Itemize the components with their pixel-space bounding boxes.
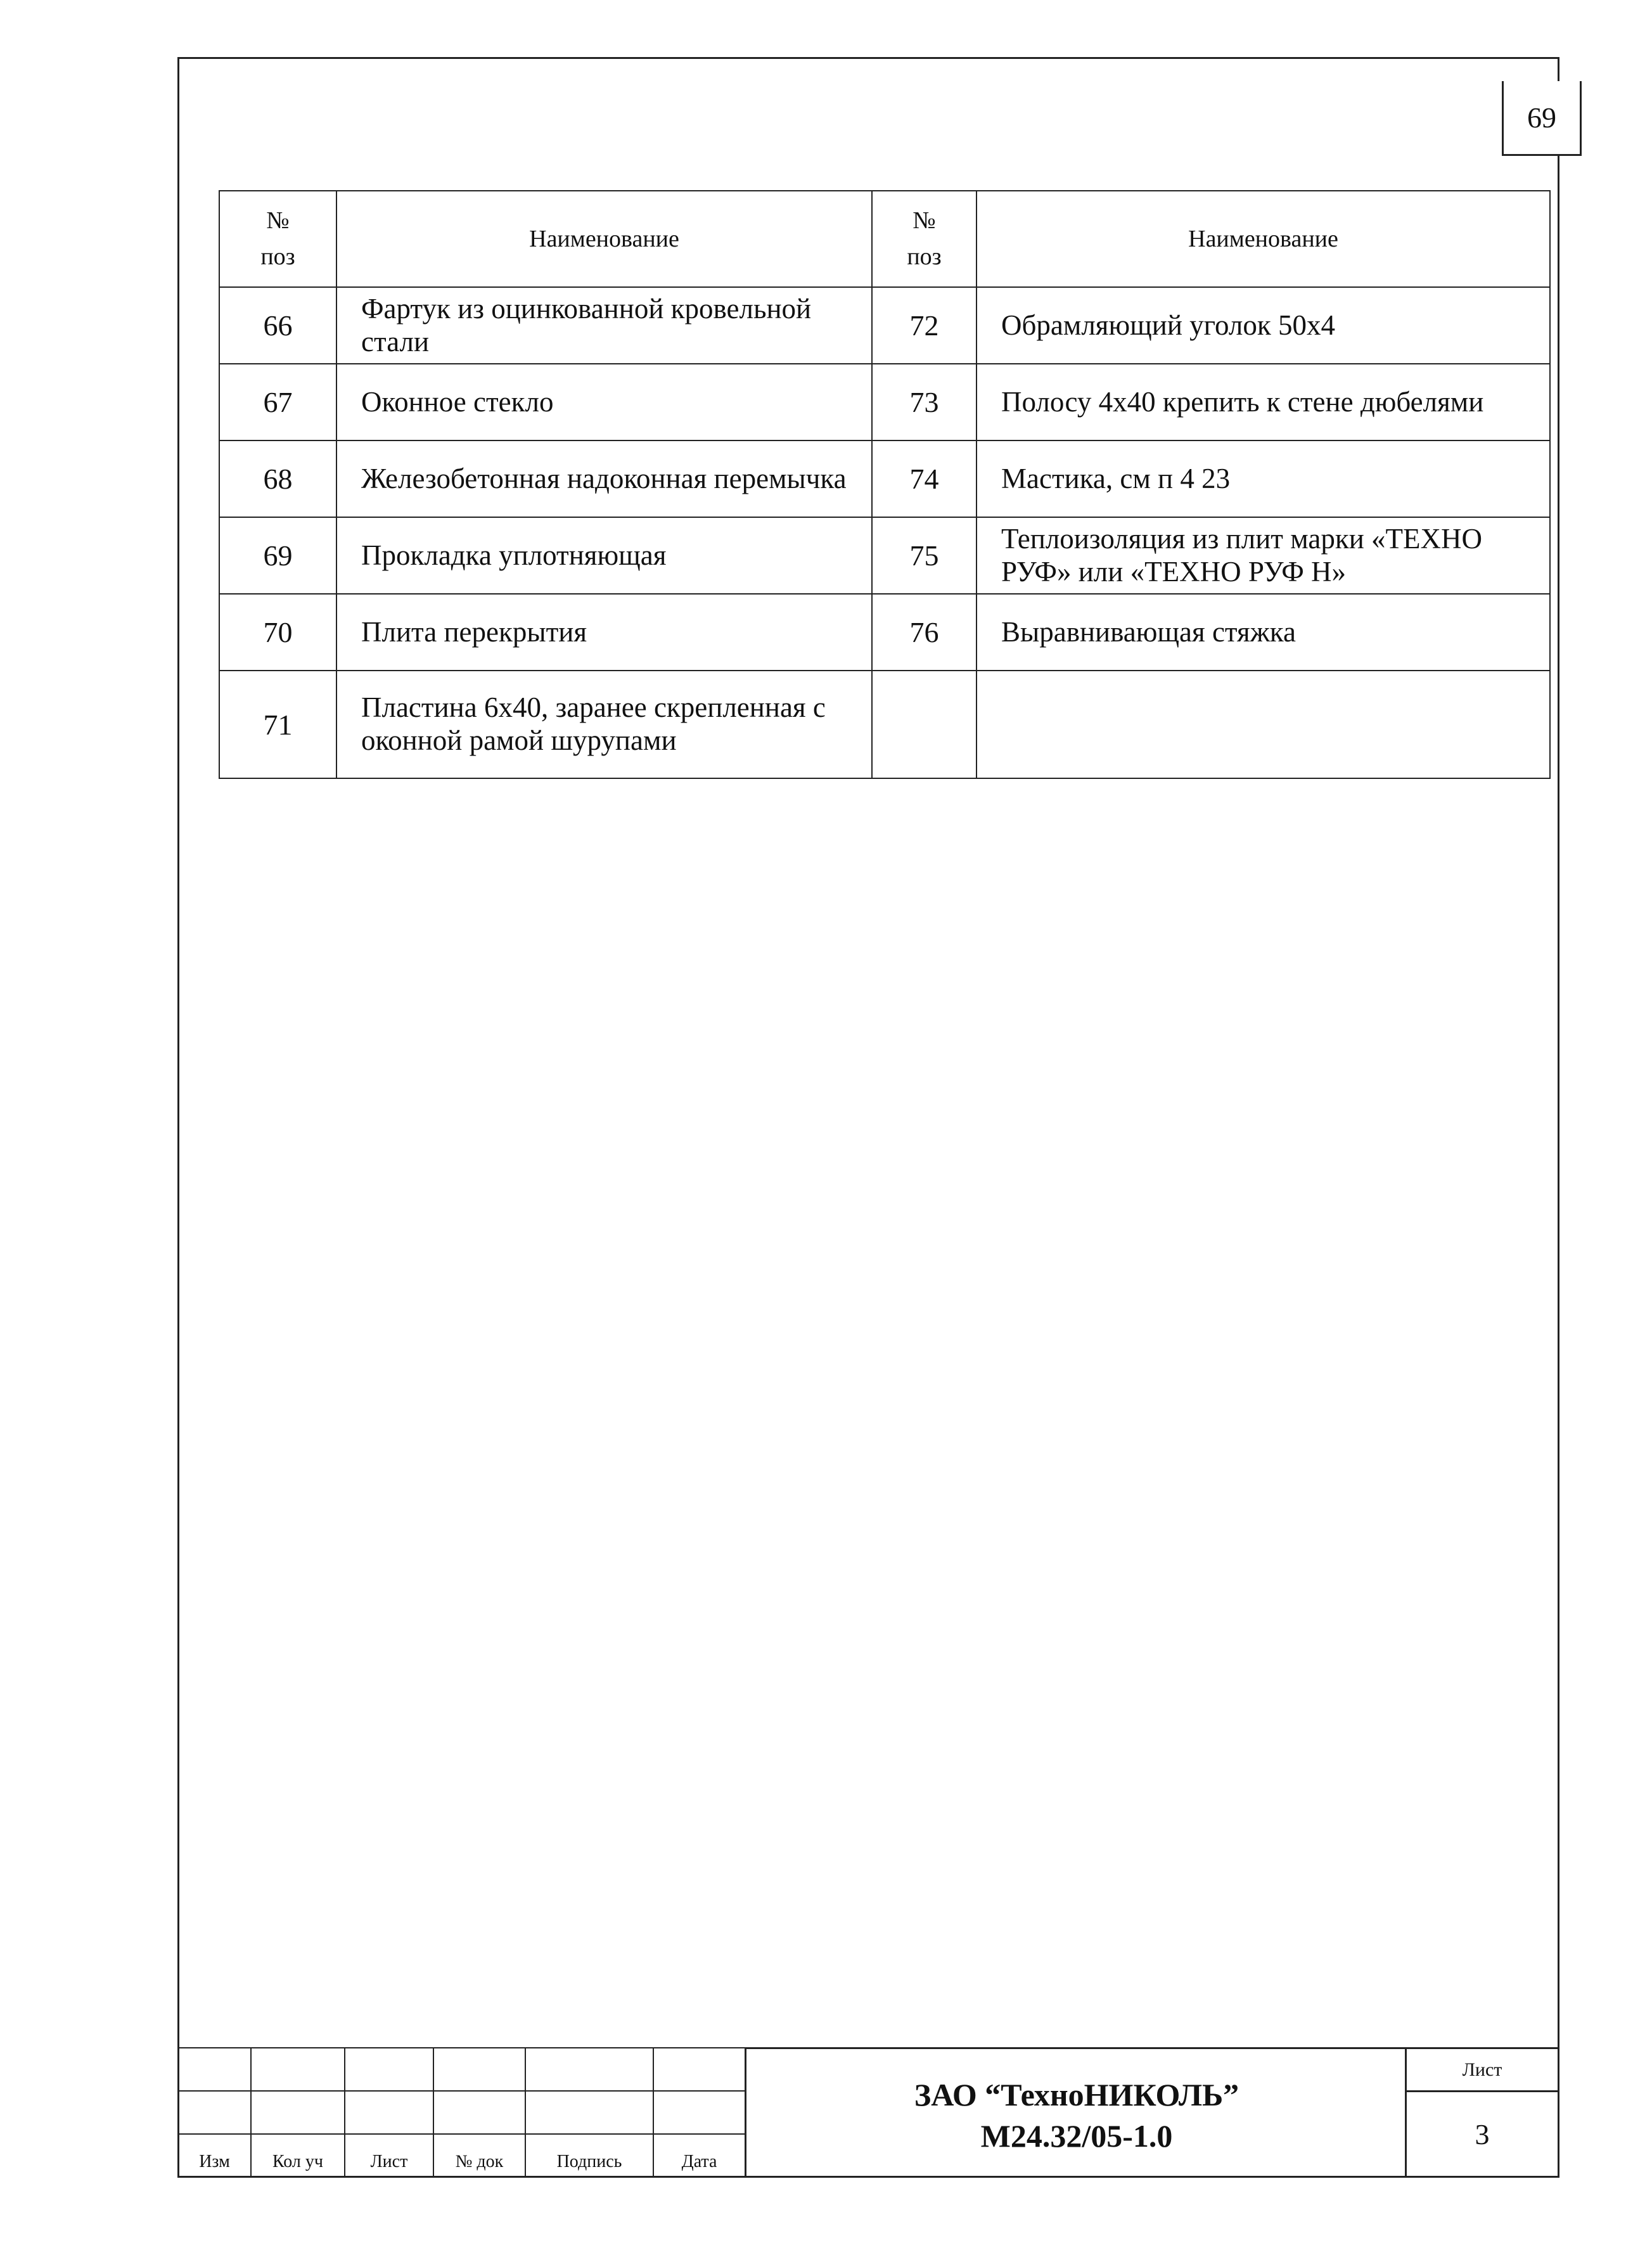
col-label-signature: Подпись [525, 2134, 653, 2176]
table-row [219, 671, 1550, 778]
position-number: 71 [219, 671, 336, 778]
sheet-number: 3 [1475, 2118, 1490, 2150]
header-name-left: Наименование [336, 191, 872, 287]
position-number: 72 [872, 287, 976, 364]
position-number: 69 [219, 517, 336, 594]
revision-header-row [178, 2134, 745, 2176]
col-label-doc-number: № док [433, 2134, 525, 2176]
position-number: 74 [872, 440, 976, 517]
organization-name: ЗАО “ТехноНИКОЛЬ” [914, 2077, 1239, 2112]
position-name: Оконное стекло [336, 364, 872, 440]
position-number: 67 [219, 364, 336, 440]
title-block-center [745, 2047, 1407, 2176]
position-number: 75 [872, 517, 976, 594]
position-number: 68 [219, 440, 336, 517]
revision-row [178, 2091, 745, 2134]
table-row [219, 440, 1550, 517]
page-number: 69 [1502, 81, 1582, 156]
position-number [872, 671, 976, 778]
title-block [177, 2047, 1556, 2176]
table-row [219, 287, 1550, 364]
position-name: Мастика, см п 4 23 [976, 440, 1550, 517]
table-header-row [219, 191, 1550, 287]
header-num-left: № поз [219, 191, 336, 287]
col-label-izm: Изм [178, 2134, 251, 2176]
col-label-list: Лист [345, 2134, 433, 2176]
position-name: Обрамляющий уголок 50х4 [976, 287, 1550, 364]
header-name-right: Наименование [976, 191, 1550, 287]
position-name: Фартук из оцинкованной кровельной стали [336, 287, 872, 364]
position-name: Железобетонная надоконная перемычка [336, 440, 872, 517]
specification-table [219, 190, 1551, 779]
position-number: 76 [872, 594, 976, 671]
sheet-label: Лист [1407, 2049, 1558, 2092]
table-row [219, 517, 1550, 594]
position-name: Пластина 6х40, заранее скрепленная с оконной рамой шурупами [336, 671, 872, 778]
position-name: Прокладка уплотняющая [336, 517, 872, 594]
position-number: 66 [219, 287, 336, 364]
document-code: М24.32/05-1.0 [980, 2118, 1173, 2154]
header-num-right: № поз [872, 191, 976, 287]
position-name: Выравнивающая стяжка [976, 594, 1550, 671]
col-label-kol-uch: Кол уч [251, 2134, 345, 2176]
position-name: Плита перекрытия [336, 594, 872, 671]
position-name: Полосу 4х40 крепить к стене дюбелями [976, 364, 1550, 440]
table-row [219, 364, 1550, 440]
position-name: Теплоизоляция из плит марки «ТЕХНО РУФ» или «ТЕХНО РУФ Н» [976, 517, 1550, 594]
position-number: 70 [219, 594, 336, 671]
sheet-box [1405, 2047, 1558, 2176]
col-label-date: Дата [653, 2134, 745, 2176]
revision-table [177, 2047, 746, 2177]
position-name [976, 671, 1550, 778]
position-number: 73 [872, 364, 976, 440]
table-row [219, 594, 1550, 671]
revision-row [178, 2048, 745, 2091]
